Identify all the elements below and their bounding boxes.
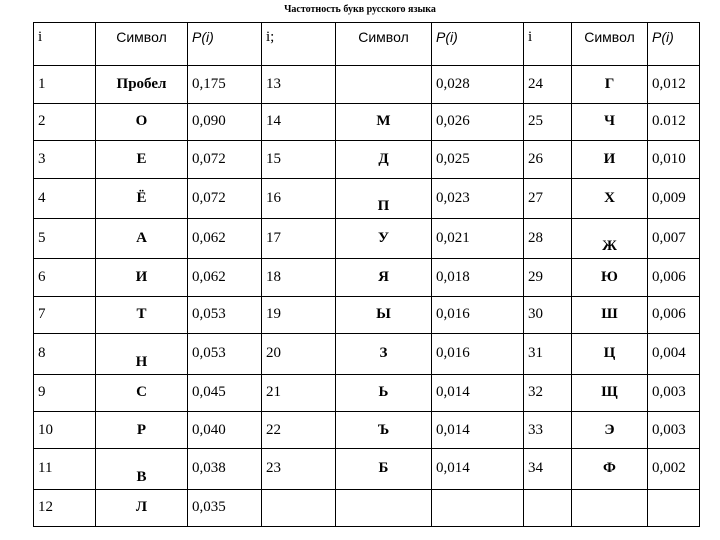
cell-index: 17 (262, 218, 336, 258)
cell-index: 3 (34, 141, 96, 178)
cell-symbol: И (572, 141, 648, 178)
cell-symbol: Ы (336, 296, 432, 333)
cell-index: 9 (34, 374, 96, 411)
header-symbol: Символ (96, 23, 188, 66)
cell-probability: 0,010 (648, 141, 700, 178)
cell-index: 20 (262, 334, 336, 374)
table-row (34, 449, 700, 489)
cell-index: 28 (524, 218, 572, 258)
cell-probability: 0,014 (432, 374, 524, 411)
cell-probability: 0,090 (188, 103, 262, 140)
table-row (34, 178, 700, 218)
cell-symbol: Д (336, 141, 432, 178)
header-probability: P(i) (648, 23, 700, 66)
cell-index: 1 (34, 66, 96, 103)
cell-index: 11 (34, 449, 96, 489)
cell-probability: 0,021 (432, 218, 524, 258)
cell-index: 24 (524, 66, 572, 103)
cell-probability: 0,002 (648, 449, 700, 489)
cell-symbol: Ц (572, 334, 648, 374)
table-row (34, 259, 700, 296)
cell-probability (432, 489, 524, 526)
cell-probability: 0,053 (188, 334, 262, 374)
cell-symbol: Я (336, 259, 432, 296)
cell-probability: 0,009 (648, 178, 700, 218)
cell-symbol: Т (96, 296, 188, 333)
cell-symbol: Р (96, 411, 188, 448)
page-title: Частотность букв русского языка (284, 4, 436, 15)
cell-probability: 0,035 (188, 489, 262, 526)
cell-index: 18 (262, 259, 336, 296)
table-row (34, 103, 700, 140)
cell-probability: 0,014 (432, 449, 524, 489)
cell-symbol: А (96, 218, 188, 258)
header-index: i (524, 23, 572, 66)
cell-symbol: Ю (572, 259, 648, 296)
cell-probability: 0,045 (188, 374, 262, 411)
cell-index: 25 (524, 103, 572, 140)
cell-probability: 0,062 (188, 218, 262, 258)
cell-probability: 0,003 (648, 411, 700, 448)
header-probability: P(i) (432, 23, 524, 66)
cell-symbol: Пробел (96, 66, 188, 103)
header-index: i; (262, 23, 336, 66)
cell-symbol: Ж (572, 218, 648, 258)
cell-probability: 0,012 (648, 66, 700, 103)
cell-index: 4 (34, 178, 96, 218)
cell-index: 29 (524, 259, 572, 296)
table-row (34, 374, 700, 411)
table-header-row (34, 23, 700, 66)
cell-symbol: З (336, 334, 432, 374)
cell-index: 16 (262, 178, 336, 218)
table-row (34, 66, 700, 103)
header-symbol: Символ (336, 23, 432, 66)
cell-symbol: Ъ (336, 411, 432, 448)
cell-symbol: С (96, 374, 188, 411)
cell-symbol: В (96, 449, 188, 489)
cell-index: 31 (524, 334, 572, 374)
cell-probability: 0,040 (188, 411, 262, 448)
cell-symbol: И (96, 259, 188, 296)
cell-index: 5 (34, 218, 96, 258)
cell-index: 12 (34, 489, 96, 526)
cell-symbol: У (336, 218, 432, 258)
cell-index: 14 (262, 103, 336, 140)
cell-index: 15 (262, 141, 336, 178)
cell-index: 7 (34, 296, 96, 333)
cell-symbol: Ш (572, 296, 648, 333)
cell-index: 13 (262, 66, 336, 103)
cell-probability: 0,025 (432, 141, 524, 178)
table-row (34, 141, 700, 178)
cell-probability: 0,014 (432, 411, 524, 448)
cell-symbol: Х (572, 178, 648, 218)
cell-symbol: М (336, 103, 432, 140)
cell-index: 34 (524, 449, 572, 489)
header-index: i (34, 23, 96, 66)
cell-probability: 0,003 (648, 374, 700, 411)
cell-symbol: О (96, 103, 188, 140)
cell-index: 23 (262, 449, 336, 489)
cell-probability: 0,072 (188, 178, 262, 218)
cell-index: 6 (34, 259, 96, 296)
cell-symbol: Ч (572, 103, 648, 140)
table-row (34, 334, 700, 374)
cell-symbol (336, 66, 432, 103)
cell-probability: 0,062 (188, 259, 262, 296)
cell-probability: 0,023 (432, 178, 524, 218)
cell-index: 33 (524, 411, 572, 448)
cell-probability: 0,026 (432, 103, 524, 140)
cell-probability: 0,006 (648, 296, 700, 333)
cell-symbol: Щ (572, 374, 648, 411)
letter-frequency-table (33, 22, 700, 527)
cell-index (524, 489, 572, 526)
header-probability: P(i) (188, 23, 262, 66)
cell-probability: 0,028 (432, 66, 524, 103)
cell-probability: 0,006 (648, 259, 700, 296)
cell-index: 30 (524, 296, 572, 333)
cell-symbol: Г (572, 66, 648, 103)
cell-index: 21 (262, 374, 336, 411)
cell-probability: 0,072 (188, 141, 262, 178)
cell-symbol: Е (96, 141, 188, 178)
cell-symbol: Н (96, 334, 188, 374)
cell-probability: 0,038 (188, 449, 262, 489)
cell-symbol: Ё (96, 178, 188, 218)
cell-index: 2 (34, 103, 96, 140)
cell-probability: 0,016 (432, 334, 524, 374)
cell-probability: 0,016 (432, 296, 524, 333)
table-row (34, 218, 700, 258)
table-row (34, 489, 700, 526)
cell-symbol: П (336, 178, 432, 218)
cell-index: 19 (262, 296, 336, 333)
cell-index: 27 (524, 178, 572, 218)
cell-index: 10 (34, 411, 96, 448)
cell-index: 32 (524, 374, 572, 411)
cell-symbol: Л (96, 489, 188, 526)
table-row (34, 411, 700, 448)
cell-probability (648, 489, 700, 526)
cell-symbol: Э (572, 411, 648, 448)
cell-symbol: Ф (572, 449, 648, 489)
cell-index: 8 (34, 334, 96, 374)
cell-symbol: Ь (336, 374, 432, 411)
cell-probability: 0,053 (188, 296, 262, 333)
cell-probability: 0,004 (648, 334, 700, 374)
cell-index (262, 489, 336, 526)
cell-probability: 0,175 (188, 66, 262, 103)
table-row (34, 296, 700, 333)
header-symbol: Символ (572, 23, 648, 66)
cell-symbol (336, 489, 432, 526)
cell-symbol (572, 489, 648, 526)
cell-probability: 0,007 (648, 218, 700, 258)
cell-probability: 0,018 (432, 259, 524, 296)
cell-index: 26 (524, 141, 572, 178)
cell-probability: 0.012 (648, 103, 700, 140)
cell-index: 22 (262, 411, 336, 448)
cell-symbol: Б (336, 449, 432, 489)
